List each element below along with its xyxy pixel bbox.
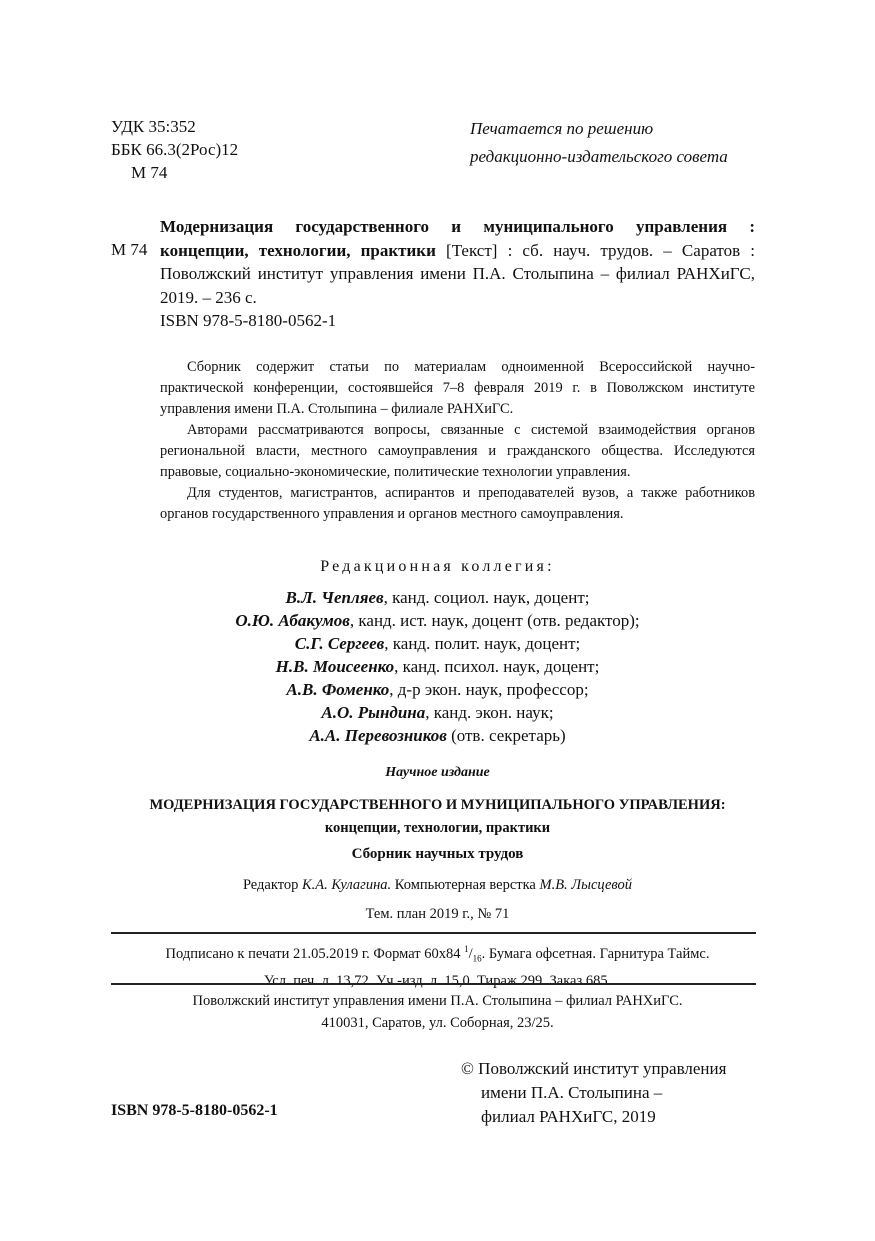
board-member xyxy=(0,724,875,747)
format-numerator: 1 xyxy=(464,944,469,954)
decision-line-1: Печатается по решению xyxy=(470,119,654,138)
member-name: С.Г. Сергеев xyxy=(294,634,385,653)
bbk-code: ББК 66.3(2Рос)12 xyxy=(111,140,239,159)
publication-decision xyxy=(470,115,728,171)
member-name: В.Л. Чепляев xyxy=(285,588,384,607)
biblio-isbn: ISBN 978-5-8180-0562-1 xyxy=(160,311,337,330)
editors-line xyxy=(0,877,875,894)
member-name: Н.В. Моисеенко xyxy=(275,657,395,676)
udk-code: УДК 35:352 xyxy=(111,117,196,136)
board-member xyxy=(0,678,875,701)
editor-label: Редактор xyxy=(242,877,302,893)
member-role: , канд. психол. наук, доцент; xyxy=(394,657,600,676)
member-role: , канд. ист. наук, доцент (отв. редактор); xyxy=(349,611,640,630)
publisher-address xyxy=(0,990,875,1034)
layout-name: М.В. Лысцевой xyxy=(539,877,633,893)
editorial-board-list xyxy=(0,586,875,747)
annotation-paragraph-3: Для студентов, магистрантов, аспирантов и преподавателей вузов, а также работников органов государственного управления и органов местного самоуправления. xyxy=(160,485,755,522)
copyright-line-1: © Поволжский институт управления xyxy=(461,1059,727,1078)
board-member xyxy=(0,586,875,609)
publication-kind: Научное издание xyxy=(385,765,490,780)
editor-name: К.А. Кулагина. xyxy=(302,877,392,893)
board-member xyxy=(0,655,875,678)
member-role: , д-р экон. наук, профессор; xyxy=(389,680,589,699)
board-member xyxy=(0,632,875,655)
member-name: А.А. Перевозников xyxy=(309,726,447,745)
member-role: , канд. экон. наук; xyxy=(425,703,554,722)
decision-line-2: редакционно-издательского совета xyxy=(470,147,728,166)
divider-bottom xyxy=(111,983,756,985)
layout-label: Компьютерная верстка xyxy=(391,877,540,893)
member-name: О.Ю. Абакумов xyxy=(235,611,350,630)
author-sign: М 74 xyxy=(131,163,168,182)
annotation xyxy=(160,357,755,525)
divider-top xyxy=(111,932,756,934)
board-member xyxy=(0,701,875,724)
board-member xyxy=(0,609,875,632)
annotation-paragraph-1: Сборник содержит статьи по материалам одноименной Всероссийской научно-практической конференции, состоявшейся 7–8 февраля 2019 г. в Поволжском институте управления имени П.А. Столыпина – филиале РАНХиГС. xyxy=(160,359,755,417)
classification-block xyxy=(111,115,238,184)
biblio-description xyxy=(160,215,755,309)
imprint-title-caps: МОДЕРНИЗАЦИЯ ГОСУДАРСТВЕННОГО И МУНИЦИПАЛЬНОГО УПРАВЛЕНИЯ: xyxy=(149,797,726,813)
editorial-board-title: Редакционная коллегия: xyxy=(320,558,555,575)
isbn-footer: ISBN 978-5-8180-0562-1 xyxy=(111,1102,278,1119)
collection-type: Сборник научных трудов xyxy=(351,846,524,862)
member-role: , канд. полит. наук, доцент; xyxy=(384,634,581,653)
thematic-plan: Тем. план 2019 г., № 71 xyxy=(365,906,510,922)
member-role: (отв. секретарь) xyxy=(446,726,566,745)
biblio-details: [Текст] : сб. науч. трудов. – Саратов : Поволжский институт управления имени П.А. Столыпина – филиал РАНХиГС, 2019. – 236 с. xyxy=(160,240,756,307)
member-name: А.В. Фоменко xyxy=(286,680,390,699)
bibliographic-record xyxy=(160,215,755,333)
imprint-subtitle: концепции, технологии, практики xyxy=(324,820,551,836)
address-line-1: Поволжский институт управления имени П.А. Столыпина – филиал РАНХиГС. xyxy=(192,993,683,1009)
format-denominator: 16 xyxy=(472,953,482,964)
signed-suffix: . Бумага офсетная. Гарнитура Таймс. xyxy=(481,945,710,962)
annotation-paragraph-2: Авторами рассматриваются вопросы, связанные с системой взаимодействия органов региональной власти, местного самоуправления и гражданского общества. Исследуются правовые, социально-экономические, политические технологии управления. xyxy=(160,422,755,480)
imprint-title xyxy=(0,794,875,840)
print-info-line-2: Усл. печ. л. 13,72. Уч.-изд. л. 15,0. Тираж 299. Заказ 685. xyxy=(263,972,612,989)
member-role: , канд. социол. наук, доцент; xyxy=(383,588,590,607)
print-info-line-1: Подписано к печати 21.05.2019 г. Формат 60х84 $^1/_{16}$. Бумага офсетная. Гарнитура Таймс. xyxy=(165,944,710,964)
address-line-2: 410031, Саратов, ул. Соборная, 23/25. xyxy=(321,1015,554,1031)
signed-prefix: Подписано к печати 21.05.2019 г. Формат 60х84 xyxy=(165,945,465,962)
biblio-author-sign: М 74 xyxy=(111,240,148,259)
copyright-block xyxy=(461,1057,726,1129)
biblio-title: Модернизация государственного и муниципального управления : концепции, технологии, практики xyxy=(160,217,755,260)
copyright-line-2: имени П.А. Столыпина – xyxy=(481,1083,663,1102)
copyright-line-3: филиал РАНХиГС, 2019 xyxy=(481,1107,656,1126)
member-name: А.О. Рындина xyxy=(321,703,426,722)
